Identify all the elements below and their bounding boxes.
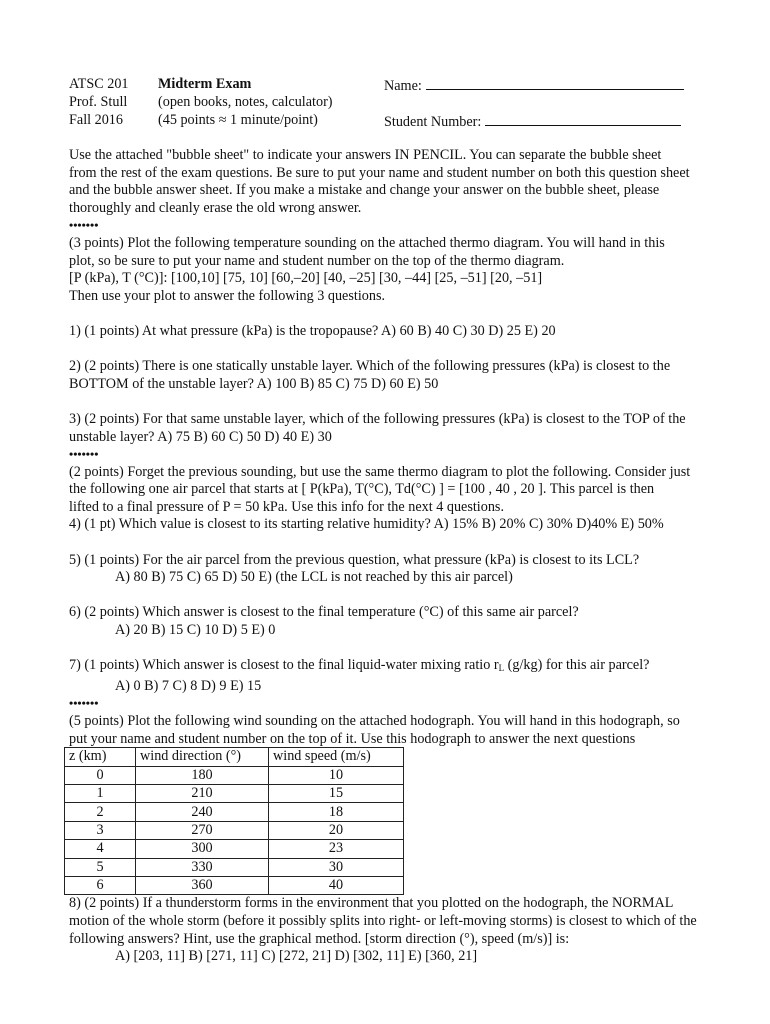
instructions (69, 147, 744, 217)
question-7 (69, 657, 744, 695)
question-line: motion of the whole storm (before it possibly splits into right- or left-moving storms) is closest to which of the (69, 912, 697, 929)
instruction-line: from the rest of the exam questions. Be sure to put your name and student number on both this question sheet (69, 164, 690, 181)
cell-height: 4 (65, 840, 136, 858)
cell-height: 6 (65, 876, 136, 894)
question-line: 8) (2 points) If a thunderstorm forms in the environment that you plotted on the hodograph, the NORMAL (69, 895, 674, 912)
exam-body (69, 147, 744, 966)
exam-header (69, 76, 719, 132)
section-intro-line: (5 points) Plot the following wind sounding on the attached hodograph. You will hand in this hodograph, so (69, 713, 680, 729)
section-intro-line: put your name and student number on the top of it. Use this hodograph to answer the next questions (69, 730, 636, 747)
name-field (384, 76, 684, 94)
cell-speed: 40 (269, 876, 404, 894)
table-row (65, 840, 404, 858)
question-line: 2) (2 points) There is one statically unstable layer. Which of the following pressures (kPa) is closest to the (69, 358, 671, 375)
cell-direction: 240 (136, 803, 269, 821)
cell-speed: 20 (269, 821, 404, 839)
subscript: L (498, 663, 505, 674)
section-separator: ••••••• (69, 218, 99, 233)
question-text: 7) (1 points) Which answer is closest to the final liquid-water mixing ratio r (69, 657, 499, 674)
question-line: 6) (2 points) Which answer is closest to the final temperature (°C) of this same air parcel? (69, 604, 579, 621)
question-text: (g/kg) for this air parcel? (504, 657, 650, 674)
cell-speed: 10 (269, 766, 404, 784)
name-blank-line[interactable] (426, 76, 684, 90)
column-header-height: z (km) (65, 748, 136, 766)
wind-sounding-table (64, 747, 404, 895)
cell-direction: 270 (136, 821, 269, 839)
cell-direction: 210 (136, 784, 269, 802)
question-line: following answers? Hint, use the graphical method. [storm direction (°), speed (m/s)] is: (69, 930, 570, 947)
section-intro-line: the following one air parcel that starts at [ P(kPa), T(°C), Td(°C) ] = [100 , 40 , 20 ]. This parcel is then (69, 481, 655, 498)
instruction-line: Use the attached "bubble sheet" to indicate your answers IN PENCIL. You can separate the bubble sheet (69, 147, 662, 163)
student-number-blank-line[interactable] (485, 112, 681, 126)
cell-speed: 23 (269, 840, 404, 858)
answer-options: A) 0 B) 7 C) 8 D) 9 E) 15 (115, 677, 262, 694)
section-intro-line: lifted to a final pressure of P = 50 kPa. Use this info for the next 4 questions. (69, 498, 504, 515)
cell-direction: 300 (136, 840, 269, 858)
section-separator: ••••••• (69, 696, 99, 711)
question-line: unstable layer? A) 75 B) 60 C) 50 D) 40 E) 30 (69, 428, 332, 445)
course-code: ATSC 201 (69, 76, 129, 92)
question-1: 1) (1 points) At what pressure (kPa) is the tropopause? A) 60 B) 40 C) 30 D) 25 E) 20 (69, 322, 556, 339)
column-header-speed: wind speed (m/s) (269, 748, 404, 766)
answer-options: A) 20 B) 15 C) 10 D) 5 E) 0 (115, 622, 276, 639)
cell-direction: 330 (136, 858, 269, 876)
question-2 (69, 358, 744, 393)
table-row (65, 766, 404, 784)
cell-speed: 18 (269, 803, 404, 821)
section-temperature-sounding (69, 235, 744, 446)
student-number-label: Student Number: (384, 114, 482, 130)
cell-speed: 15 (269, 784, 404, 802)
table-row (65, 876, 404, 894)
sounding-data-line: [P (kPa), T (°C)]: [100,10] [75, 10] [60,–20] [40, –25] [30, –44] [25, –51] [20, –51] (69, 270, 543, 287)
instructor: Prof. Stull (69, 94, 128, 110)
section-separator: ••••••• (69, 447, 99, 462)
answer-options: A) 80 B) 75 C) 65 D) 50 E) (the LCL is not reached by this air parcel) (115, 569, 513, 586)
question-6 (69, 604, 744, 639)
student-number-field (384, 112, 684, 130)
question-line: 5) (1 points) For the air parcel from the previous question, what pressure (kPa) is closest to its LCL? (69, 551, 640, 568)
table-header-row (65, 748, 404, 766)
section-intro-line: (3 points) Plot the following temperature sounding on the attached thermo diagram. You will hand in this (69, 234, 665, 251)
cell-direction: 360 (136, 876, 269, 894)
question-line: 3) (2 points) For that same unstable layer, which of the following pressures (kPa) is closest to the TOP of the (69, 410, 686, 427)
instruction-line: and the bubble answer sheet. If you make a mistake and change your answer on the bubble sheet, please (69, 182, 660, 199)
question-5 (69, 552, 744, 587)
question-line: BOTTOM of the unstable layer? A) 100 B) 85 C) 75 D) 60 E) 50 (69, 375, 439, 392)
section-intro-line: (2 points) Forget the previous sounding, but use the same thermo diagram to plot the following. Consider just (69, 463, 691, 480)
cell-height: 0 (65, 766, 136, 784)
cell-height: 5 (65, 858, 136, 876)
table-row (65, 784, 404, 802)
course-info (69, 76, 129, 130)
exam-info (158, 76, 333, 130)
student-fields (384, 76, 684, 130)
exam-note-materials: (open books, notes, calculator) (158, 94, 333, 110)
table-row (65, 803, 404, 821)
table-row (65, 821, 404, 839)
question-8 (69, 895, 744, 965)
question-line (69, 657, 744, 678)
table-row (65, 858, 404, 876)
section-air-parcel (69, 464, 744, 696)
cell-direction: 180 (136, 766, 269, 784)
cell-height: 2 (65, 803, 136, 821)
cell-speed: 30 (269, 858, 404, 876)
instruction-line: thoroughly and cleanly erase the old wrong answer. (69, 199, 362, 216)
cell-height: 1 (65, 784, 136, 802)
answer-options: A) [203, 11] B) [271, 11] C) [272, 21] D) [302, 11] E) [360, 21] (115, 948, 478, 965)
section-intro-line: Then use your plot to answer the following 3 questions. (69, 287, 386, 304)
section-intro-line: plot, so be sure to put your name and student number on the top of the thermo diagram. (69, 252, 565, 269)
exam-note-points: (45 points ≈ 1 minute/point) (158, 112, 318, 128)
cell-height: 3 (65, 821, 136, 839)
term: Fall 2016 (69, 112, 123, 128)
exam-title: Midterm Exam (158, 76, 252, 92)
question-3 (69, 411, 744, 446)
column-header-direction: wind direction (°) (136, 748, 269, 766)
name-label: Name: (384, 78, 422, 94)
question-4: 4) (1 pt) Which value is closest to its starting relative humidity? A) 15% B) 20% C) 30% D)40% E) 50% (69, 516, 664, 533)
section-wind-sounding (69, 713, 744, 966)
